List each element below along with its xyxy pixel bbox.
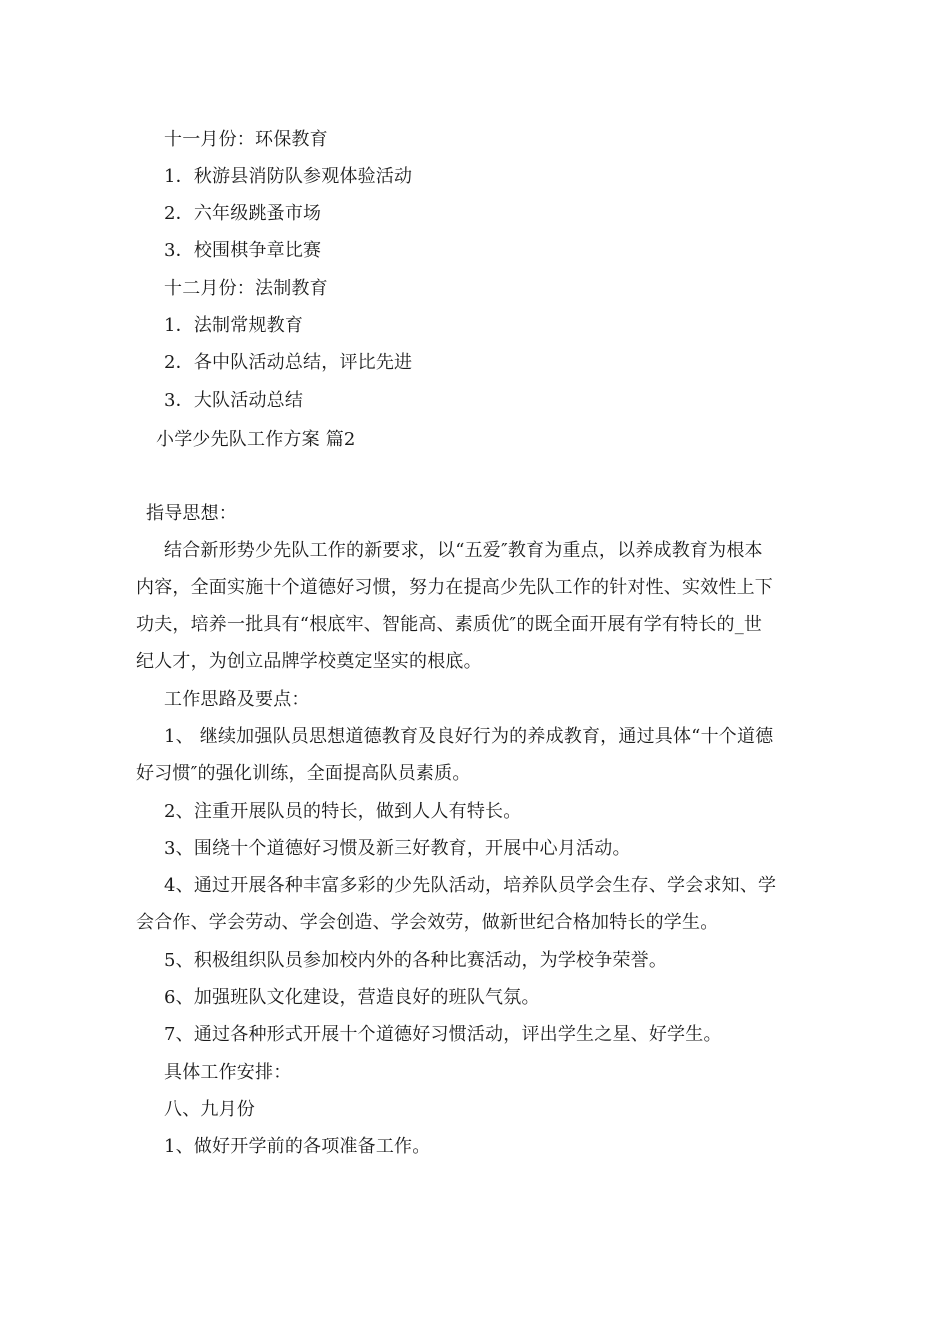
- list-item: 3．大队活动总结: [164, 390, 304, 411]
- paragraph-line: 功夫，培养一批具有“根底牢、智能高、素质优″的既全面开展有学有特长的_世: [136, 614, 763, 635]
- list-item-continuation: 会合作、学会劳动、学会创造、学会效劳，做新世纪合格加特长的学生。: [136, 912, 719, 933]
- list-item: 1．法制常规教育: [164, 315, 304, 336]
- schedule-heading: 具体工作安排：: [164, 1062, 292, 1083]
- list-item: 1、做好开学前的各项准备工作。: [164, 1136, 431, 1157]
- list-item: 2．六年级跳蚤市场: [164, 203, 322, 224]
- list-item: 7、通过各种形式开展十个道德好习惯活动，评出学生之星、好学生。: [164, 1024, 722, 1045]
- paragraph-line: 内容，全面实施十个道德好习惯，努力在提高少先队工作的针对性、实效性上下: [136, 577, 773, 598]
- list-item: 5、积极组织队员参加校内外的各种比赛活动，为学校争荣誉。: [164, 950, 668, 971]
- list-item: 6、加强班队文化建设，营造良好的班队气氛。: [164, 987, 540, 1008]
- guiding-thought-heading: 指导思想：: [146, 503, 237, 524]
- list-item: 1．秋游县消防队参观体验活动: [164, 166, 413, 187]
- list-item: 4、通过开展各种丰富多彩的少先队活动，培养队员学会生存、学会求知、学: [164, 875, 777, 896]
- paragraph-line: 纪人才，为创立品牌学校奠定坚实的根底。: [136, 651, 482, 672]
- work-ideas-heading: 工作思路及要点：: [164, 689, 310, 710]
- list-item: 2．各中队活动总结，评比先进: [164, 352, 413, 373]
- list-item: 2、注重开展队员的特长，做到人人有特长。: [164, 801, 522, 822]
- month-heading-aug-sep: 八、九月份: [164, 1099, 255, 1120]
- list-item-continuation: 好习惯″的强化训练，全面提高队员素质。: [136, 763, 471, 784]
- month-heading-december: 十二月份：法制教育: [164, 278, 328, 299]
- list-item: 1、 继续加强队员思想道德教育及良好行为的养成教育，通过具体“十个道德: [164, 726, 774, 747]
- section-title: 小学少先队工作方案 篇2: [156, 429, 356, 450]
- paragraph-line: 结合新形势少先队工作的新要求，以“五爱″教育为重点，以养成教育为根本: [164, 540, 763, 561]
- list-item: 3、围绕十个道德好习惯及新三好教育，开展中心月活动。: [164, 838, 631, 859]
- list-item: 3．校围棋争章比赛: [164, 240, 322, 261]
- month-heading-november: 十一月份：环保教育: [164, 129, 328, 150]
